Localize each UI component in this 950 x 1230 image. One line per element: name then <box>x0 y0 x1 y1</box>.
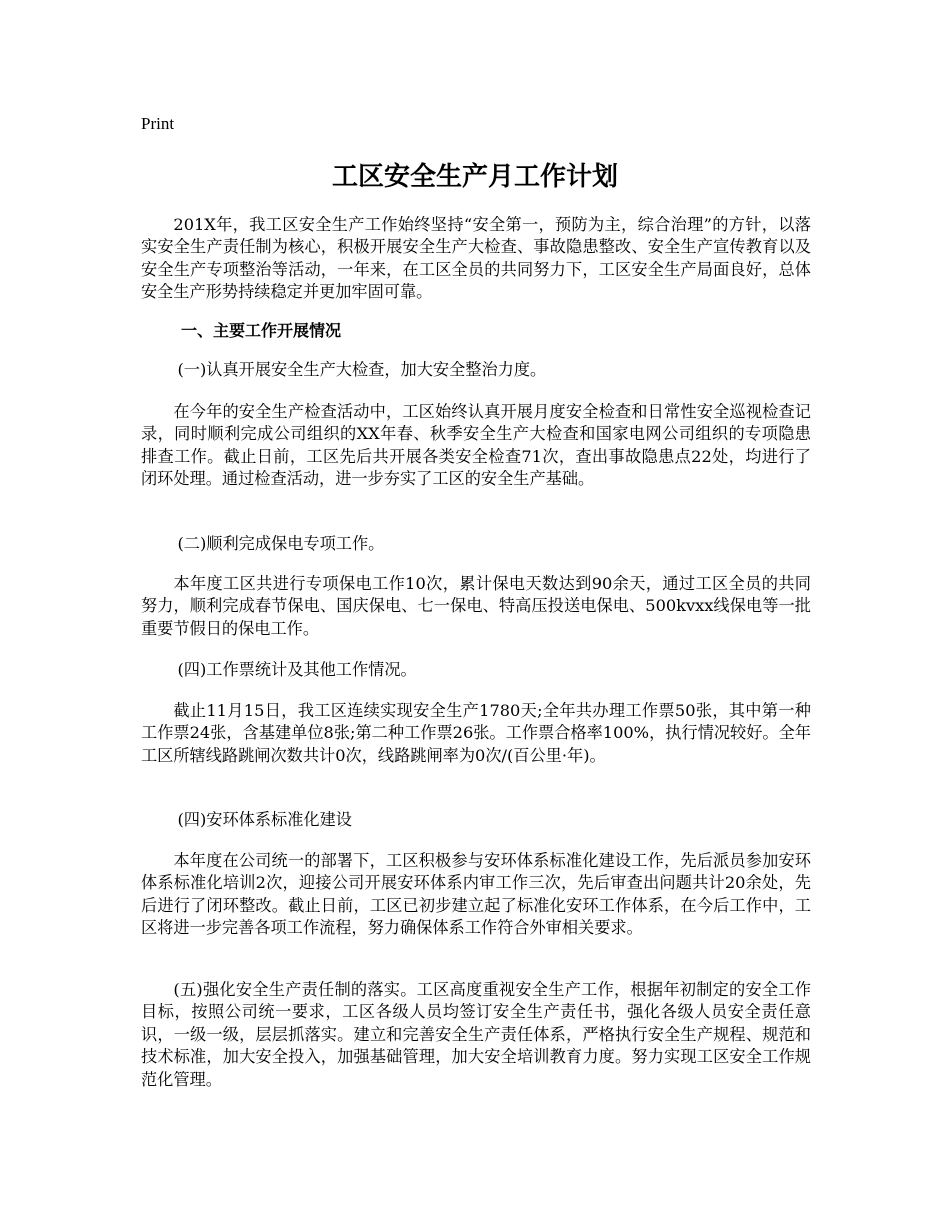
paragraph-safety-inspection: 在今年的安全生产检查活动中，工区始终认真开展月度安全检查和日常性安全巡视检查记录，同时顺利完成公司组织的XX年春、秋季安全生产大检查和国家电网公司组织的专项隐患排查工作。截止日前，工区先后共开展各类安全检查71次，查出事故隐患点22处，均进行了闭环处理。通过检查活动，进一步夯实了工区的安全生产基础。 <box>141 402 811 489</box>
document-title: 工区安全生产月工作计划 <box>331 162 618 192</box>
subheading-work-ticket-stats: (四)工作票统计及其他工作情况。 <box>177 660 417 679</box>
section-heading-main-work: 一、主要工作开展情况 <box>181 321 342 340</box>
paragraph-responsibility-system: (五)强化安全生产责任制的落实。工区高度重视安全生产工作，根据年初制定的安全工作目标，按照公司统一要求，工区各级人员均签订安全生产责任书，强化各级人员安全责任意识，一级一级，层层抓落实。建立和完善安全生产责任体系，严格执行安全生产规程、规范和技术标准，加大安全投入，加强基础管理，加大安全培训教育力度。努力实现工区安全工作规范化管理。 <box>141 980 811 1089</box>
paragraph-work-ticket-stats: 截止11月15日，我工区连续实现安全生产1780天;全年共办理工作票50张，其中第一种工作票24张，含基建单位8张;第二种工作票26张。工作票合格率100%，执行情况较好。全年工区所辖线路跳闸次数共计0次，线路跳闸率为0次/(百公里·年)。 <box>141 701 811 765</box>
paragraph-power-assurance: 本年度工区共进行专项保电工作10次，累计保电天数达到90余天，通过工区全员的共同努力，顺利完成春节保电、国庆保电、七一保电、特高压投送电保电、500kvxx线保电等一批重要节假日的保电工作。 <box>141 574 811 638</box>
subheading-she-standardization: (四)安环体系标准化建设 <box>177 810 352 829</box>
subheading-safety-inspection: (一)认真开展安全生产大检查，加大安全整治力度。 <box>177 360 547 379</box>
intro-paragraph: 201X年，我工区安全生产工作始终坚持“安全第一，预防为主，综合治理”的方针，以落实安全生产责任制为核心，积极开展安全生产大检查、事故隐患整改、安全生产宣传教育以及安全生产专项整治等活动，一年来，在工区全员的共同努力下，工区安全生产局面良好，总体安全生产形势持续稳定并更加牢固可靠。 <box>141 215 811 302</box>
paragraph-she-standardization: 本年度在公司统一的部署下，工区积极参与安环体系标准化建设工作，先后派员参加安环体系标准化培训2次，迎接公司开展安环体系内审工作三次，先后审查出问题共计20余处，先后进行了闭环整改。截止日前，工区已初步建立起了标准化安环工作体系，在今后工作中，工区将进一步完善各项工作流程，努力确保体系工作符合外审相关要求。 <box>141 851 811 938</box>
print-label: Print <box>141 114 175 133</box>
subheading-power-assurance: (二)顺利完成保电专项工作。 <box>177 534 385 553</box>
